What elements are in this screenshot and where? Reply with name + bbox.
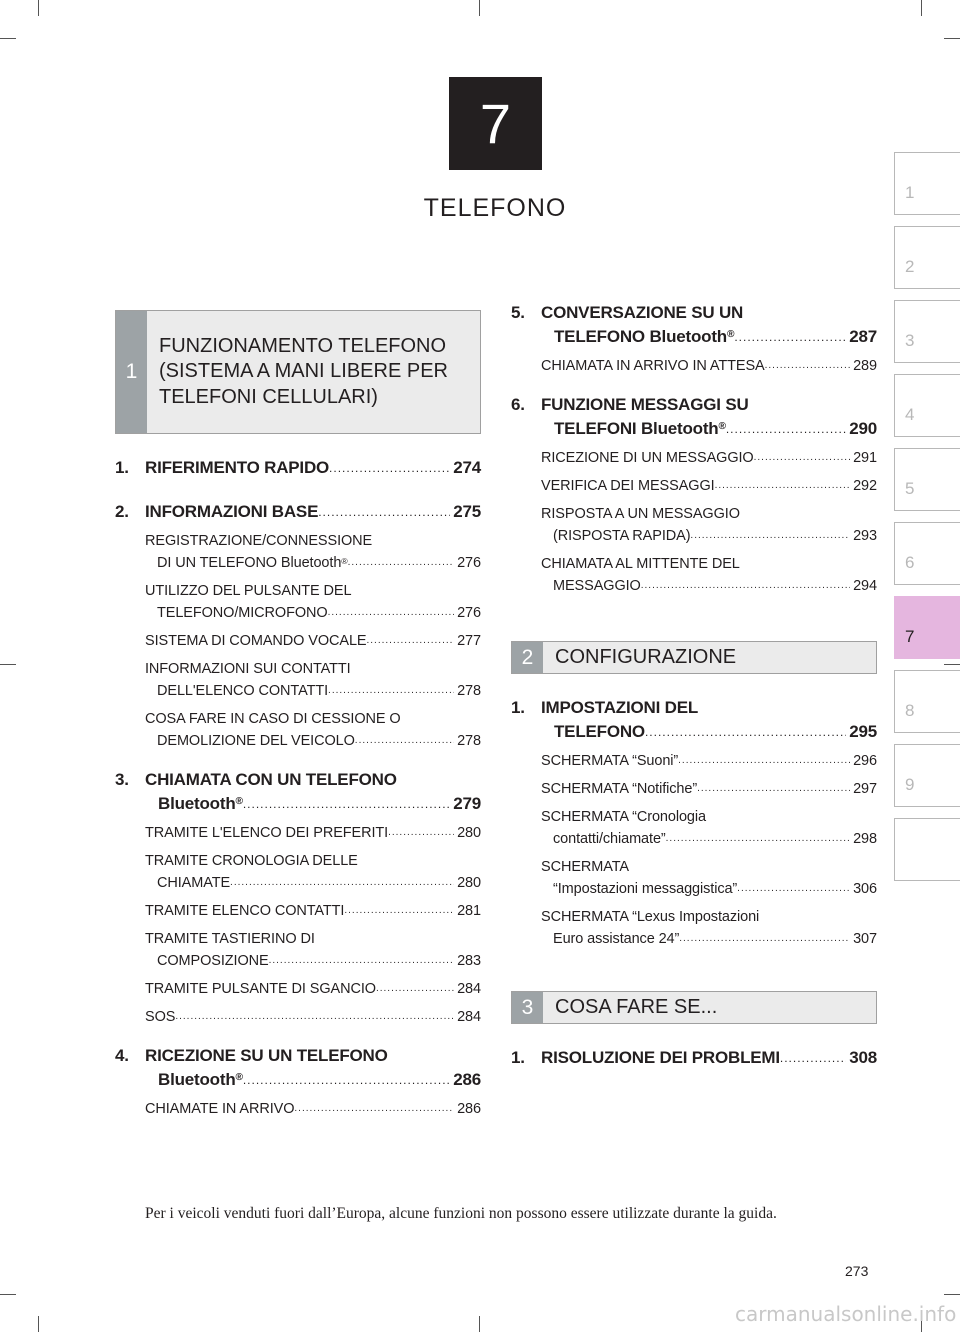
toc-subentry[interactable]: TRAMITE L'ELENCO DEI PREFERITI ..... 280 [115,822,481,844]
toc-subentry[interactable]: RISPOSTA A UN MESSAGGIO (RISPOSTA RAPIDA) ..... 293 [511,503,877,547]
tab-chapter-6[interactable]: 6 [894,522,960,585]
tab-chapter-9[interactable]: 9 [894,744,960,807]
section-number: 1 [116,311,147,433]
toc-subentry[interactable]: SOS ..... 284 [115,1006,481,1028]
toc-subentry[interactable]: TRAMITE CRONOLOGIA DELLE CHIAMATE ..... 280 [115,850,481,894]
section-number: 3 [512,992,543,1023]
page-number: 273 [845,1263,869,1279]
crop-mark [479,0,480,16]
toc-subentry[interactable]: RICEZIONE DI UN MESSAGGIO ..... 291 [511,447,877,469]
tab-chapter-5[interactable]: 5 [894,448,960,511]
toc-subentry[interactable]: CHIAMATA IN ARRIVO IN ATTESA ..... 289 [511,355,877,377]
toc-entry[interactable]: 6. FUNZIONE MESSAGGI SU TELEFONI Bluetooth ® ..... 290 [511,393,877,441]
section-title: COSA FARE SE... [543,992,876,1023]
crop-mark [0,664,16,665]
footer-note: Per i veicoli venduti fuori dall’Europa, alcune funzioni non possono essere utilizzate durante la guida. [145,1205,777,1222]
toc-subentry[interactable]: CHIAMATE IN ARRIVO ..... 286 [115,1098,481,1120]
page-ref: 284 [457,981,481,997]
tab-chapter-1[interactable]: 1 [894,152,960,215]
toc-subentry[interactable]: TRAMITE ELENCO CONTATTI ..... 281 [115,900,481,922]
toc-subentry[interactable]: SCHERMATA “Notifiche” ..... 297 [511,778,877,800]
page-ref: 287 [849,327,877,346]
page-ref: 281 [457,903,481,919]
page-ref: 276 [457,555,481,571]
section-number: 2 [512,642,543,673]
toc-entry[interactable]: 2. INFORMAZIONI BASE ..... 275 [115,500,481,524]
page-ref: 297 [853,781,877,797]
crop-mark [944,664,960,665]
toc-subentry[interactable]: VERIFICA DEI MESSAGGI ..... 292 [511,475,877,497]
toc-subentry[interactable]: REGISTRAZIONE/CONNESSIONE DI UN TELEFONO Bluetooth ® ..... 276 [115,530,481,574]
page-ref: 279 [453,794,481,813]
toc-entry[interactable]: 4. RICEZIONE SU UN TELEFONO Bluetooth ® ..... 286 [115,1044,481,1092]
crop-mark [944,38,960,39]
section-title: FUNZIONAMENTO TELEFONO (SISTEMA A MANI LIBERE PER TELEFONI CELLULARI) [147,311,480,433]
toc-right-column [511,301,877,597]
toc-subentry[interactable]: COSA FARE IN CASO DI CESSIONE O DEMOLIZIONE DEL VEICOLO ..... 278 [115,708,481,752]
crop-mark [921,0,922,16]
crop-mark [38,1316,39,1332]
chapter-title: TELEFONO [423,194,567,222]
page-ref: 278 [457,733,481,749]
toc-left-column [115,456,481,1120]
page-ref: 298 [853,831,877,847]
page-ref: 308 [849,1048,877,1067]
page-ref: 276 [457,605,481,621]
page-ref: 286 [453,1070,481,1089]
tab-chapter-4[interactable]: 4 [894,374,960,437]
crop-mark [0,1294,16,1295]
page-ref: 280 [457,875,481,891]
toc-right-column-3 [511,1046,877,1070]
page-ref: 274 [453,458,481,477]
section-header-1 [115,310,481,434]
crop-mark [38,0,39,16]
tab-chapter-3[interactable]: 3 [894,300,960,363]
toc-subentry[interactable]: TRAMITE PULSANTE DI SGANCIO ..... 284 [115,978,481,1000]
toc-subentry[interactable]: SISTEMA DI COMANDO VOCALE ..... 277 [115,630,481,652]
page-ref: 295 [849,722,877,741]
section-title: CONFIGURAZIONE [543,642,876,673]
page-ref: 286 [457,1101,481,1117]
page-ref: 290 [849,419,877,438]
toc-entry[interactable]: 1. IMPOSTAZIONI DEL TELEFONO ..... 295 [511,696,877,744]
page-ref: 280 [457,825,481,841]
section-header-3 [511,991,877,1024]
tab-chapter-2[interactable]: 2 [894,226,960,289]
crop-mark [0,38,16,39]
crop-mark [479,1316,480,1332]
toc-right-column-2 [511,696,877,950]
tab-chapter-blank[interactable] [894,818,960,881]
page-ref: 307 [853,931,877,947]
toc-subentry[interactable]: SCHERMATA “Lexus Impostazioni Euro assistance 24” ..... 307 [511,906,877,950]
section-header-2 [511,641,877,674]
crop-mark [944,1294,960,1295]
page-ref: 294 [853,578,877,594]
page-ref: 306 [853,881,877,897]
toc-entry[interactable]: 5. CONVERSAZIONE SU UN TELEFONO Bluetooth ® ..... 287 [511,301,877,349]
toc-subentry[interactable]: SCHERMATA “Impostazioni messaggistica” ..... 306 [511,856,877,900]
toc-subentry[interactable]: UTILIZZO DEL PULSANTE DEL TELEFONO/MICROFONO ..... 276 [115,580,481,624]
page-ref: 277 [457,633,481,649]
page-ref: 291 [853,450,877,466]
page-ref: 289 [853,358,877,374]
toc-subentry[interactable]: CHIAMATA AL MITTENTE DEL MESSAGGIO ..... 294 [511,553,877,597]
toc-subentry[interactable]: SCHERMATA “Suoni” ..... 296 [511,750,877,772]
page-ref: 284 [457,1009,481,1025]
chapter-number-box: 7 [449,77,542,170]
page-ref: 278 [457,683,481,699]
tab-chapter-7[interactable]: 7 [894,596,960,659]
watermark: carmanualsonline.info [735,1302,957,1326]
toc-subentry[interactable]: TRAMITE TASTIERINO DI COMPOSIZIONE ..... 283 [115,928,481,972]
page-ref: 275 [453,502,481,521]
page-ref: 283 [457,953,481,969]
toc-subentry[interactable]: SCHERMATA “Cronologia contatti/chiamate” ..... 298 [511,806,877,850]
page-ref: 296 [853,753,877,769]
toc-entry[interactable]: 1. RIFERIMENTO RAPIDO ..... 274 [115,456,481,480]
toc-subentry[interactable]: INFORMAZIONI SUI CONTATTI DELL'ELENCO CONTATTI ..... 278 [115,658,481,702]
toc-entry[interactable]: 3. CHIAMATA CON UN TELEFONO Bluetooth ® ..... 279 [115,768,481,816]
page-ref: 292 [853,478,877,494]
page-ref: 293 [853,528,877,544]
toc-entry[interactable]: 1. RISOLUZIONE DEI PROBLEMI ..... 308 [511,1046,877,1070]
tab-chapter-8[interactable]: 8 [894,670,960,733]
